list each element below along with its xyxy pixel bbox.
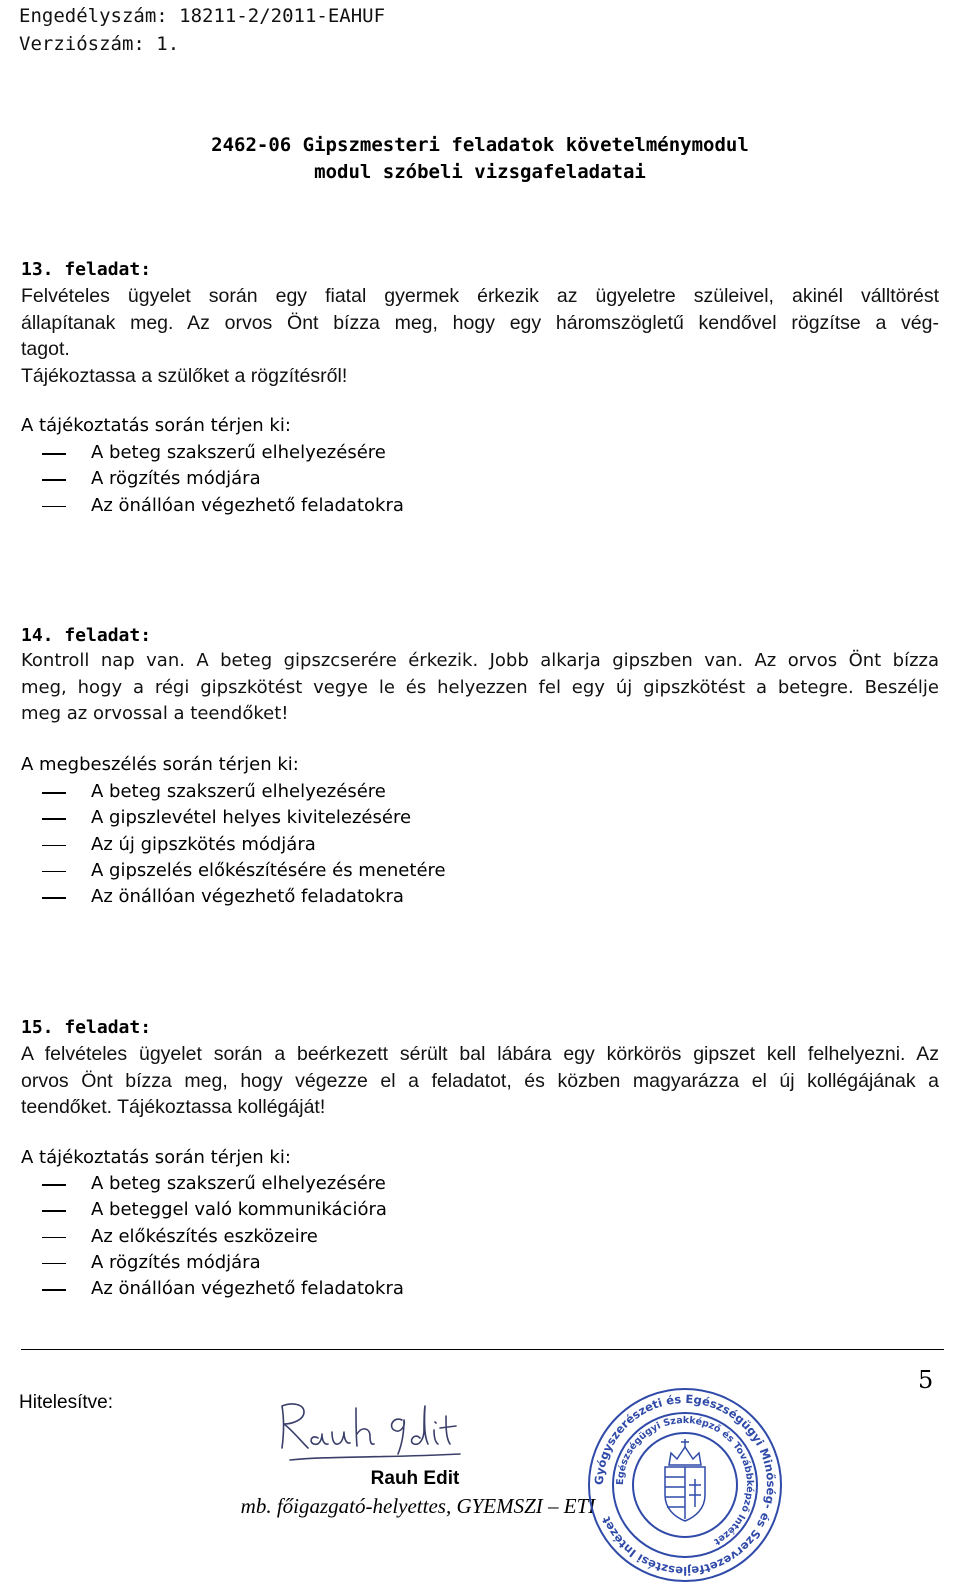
list-item-text: A gipszlevétel helyes kivitelezésére (91, 807, 412, 829)
task-14-heading: 14. feladat: (21, 625, 152, 646)
page-number: 5 (918, 1366, 934, 1394)
list-item-text: A beteg szakszerű elhelyezésére (91, 781, 386, 802)
task-15-description (21, 1041, 939, 1121)
stamp-inner-text: Egészségügyi Szakképző és Továbbképző Intézet (614, 1414, 756, 1548)
list-item-text: A beteg szakszerű elhelyezésére (91, 1173, 386, 1194)
page-title: 2462-06 Gipszmesteri feladatok követelménymodul (211, 134, 749, 156)
task-15-heading: 15. feladat: (21, 1017, 152, 1038)
task-13-lead: A tájékoztatás során térjen ki: (21, 415, 291, 436)
dash-bullet (42, 479, 66, 481)
list-item-text: A gipszelés előkészítésére és menetére (91, 859, 446, 881)
license-number: Engedélyszám: 18211-2/2011-EAHUF (19, 5, 386, 27)
task-13-description (21, 283, 939, 389)
list-item-text: Az új gipszkötés módjára (91, 833, 316, 855)
dash-bullet (42, 1289, 66, 1291)
version-number: Verziószám: 1. (19, 33, 180, 55)
list-item-text: A rögzítés módjára (91, 468, 261, 490)
task-13-line: Tájékoztassa a szülőket a rögzítésről! (21, 364, 348, 387)
signer-name: Rauh Edit (370, 1468, 460, 1489)
list-item-text: Az önállóan végezhető feladatokra (91, 494, 404, 516)
list-item-text: A beteg szakszerű elhelyezésére (91, 442, 386, 463)
dash-bullet (42, 453, 66, 455)
task-15-line: orvos Önt bízza meg, hogy végezze el a feladatot, és közben magyarázza el új kollégájának a (21, 1069, 939, 1092)
list-item-text: A beteggel való kommunikációra (91, 1199, 387, 1221)
dash-bullet (42, 1184, 66, 1186)
list-item-text: Az előkészítés eszközeire (91, 1225, 318, 1247)
coat-of-arms-icon (665, 1439, 705, 1521)
dash-bullet (42, 897, 66, 899)
list-item-text: Az önállóan végezhető feladatokra (91, 1278, 404, 1300)
official-stamp (585, 1385, 785, 1585)
task-13-line: állapítanak meg. Az orvos Önt bízza meg, hogy egy háromszögletű kendővel rögzítse a vég- (21, 311, 939, 334)
dash-bullet (42, 818, 66, 820)
task-14-description (21, 648, 939, 728)
task-13-line: tagot. (21, 338, 70, 360)
list-item-text: A rögzítés módjára (91, 1251, 261, 1273)
task-14-line: meg az orvossal a teendőket! (21, 703, 289, 724)
task-13-line: Felvételes ügyelet során egy fiatal gyermek érkezik az ügyeletre szüleivel, akinél válltörést (21, 285, 939, 307)
dash-bullet (42, 792, 66, 794)
task-15-lead: A tájékoztatás során térjen ki: (21, 1147, 291, 1168)
dash-bullet (42, 506, 66, 508)
dash-bullet (42, 1263, 66, 1265)
dash-bullet (42, 871, 66, 873)
stamp-outer-text: Gyógyszerészeti és Egészségügyi Minőség- és Szervezetfejlesztési Intézet (591, 1391, 779, 1579)
task-14-lead: A megbeszélés során térjen ki: (21, 754, 299, 775)
task-13-heading: 13. feladat: (21, 259, 152, 280)
task-15-line: teendőket. Tájékoztassa kollégáját! (21, 1096, 326, 1118)
task-14-line: meg, hogy a régi gipszkötést vegye le és helyezzen fel egy új gipszkötést a betegre. Beszélje (21, 676, 939, 698)
authenticated-label: Hitelesítve: (19, 1392, 113, 1413)
list-item-text: Az önállóan végezhető feladatokra (91, 886, 404, 908)
dash-bullet (42, 1237, 66, 1239)
dash-bullet (42, 845, 66, 847)
task-15-line: A felvételes ügyelet során a beérkezett sérült bal lábára egy körkörös gipszet kell felhelyezni. Az (21, 1043, 939, 1065)
signer-role: mb. főigazgató-helyettes, GYEMSZI – ETI (240, 1494, 596, 1518)
task-14-line: Kontroll nap van. A beteg gipszcserére érkezik. Jobb alkarja gipszben van. Az orvos Önt bízza (21, 650, 939, 671)
footer-divider (21, 1349, 944, 1350)
dash-bullet (42, 1210, 66, 1212)
page-subtitle: modul szóbeli vizsgafeladatai (314, 161, 646, 183)
handwritten-signature (270, 1398, 480, 1468)
